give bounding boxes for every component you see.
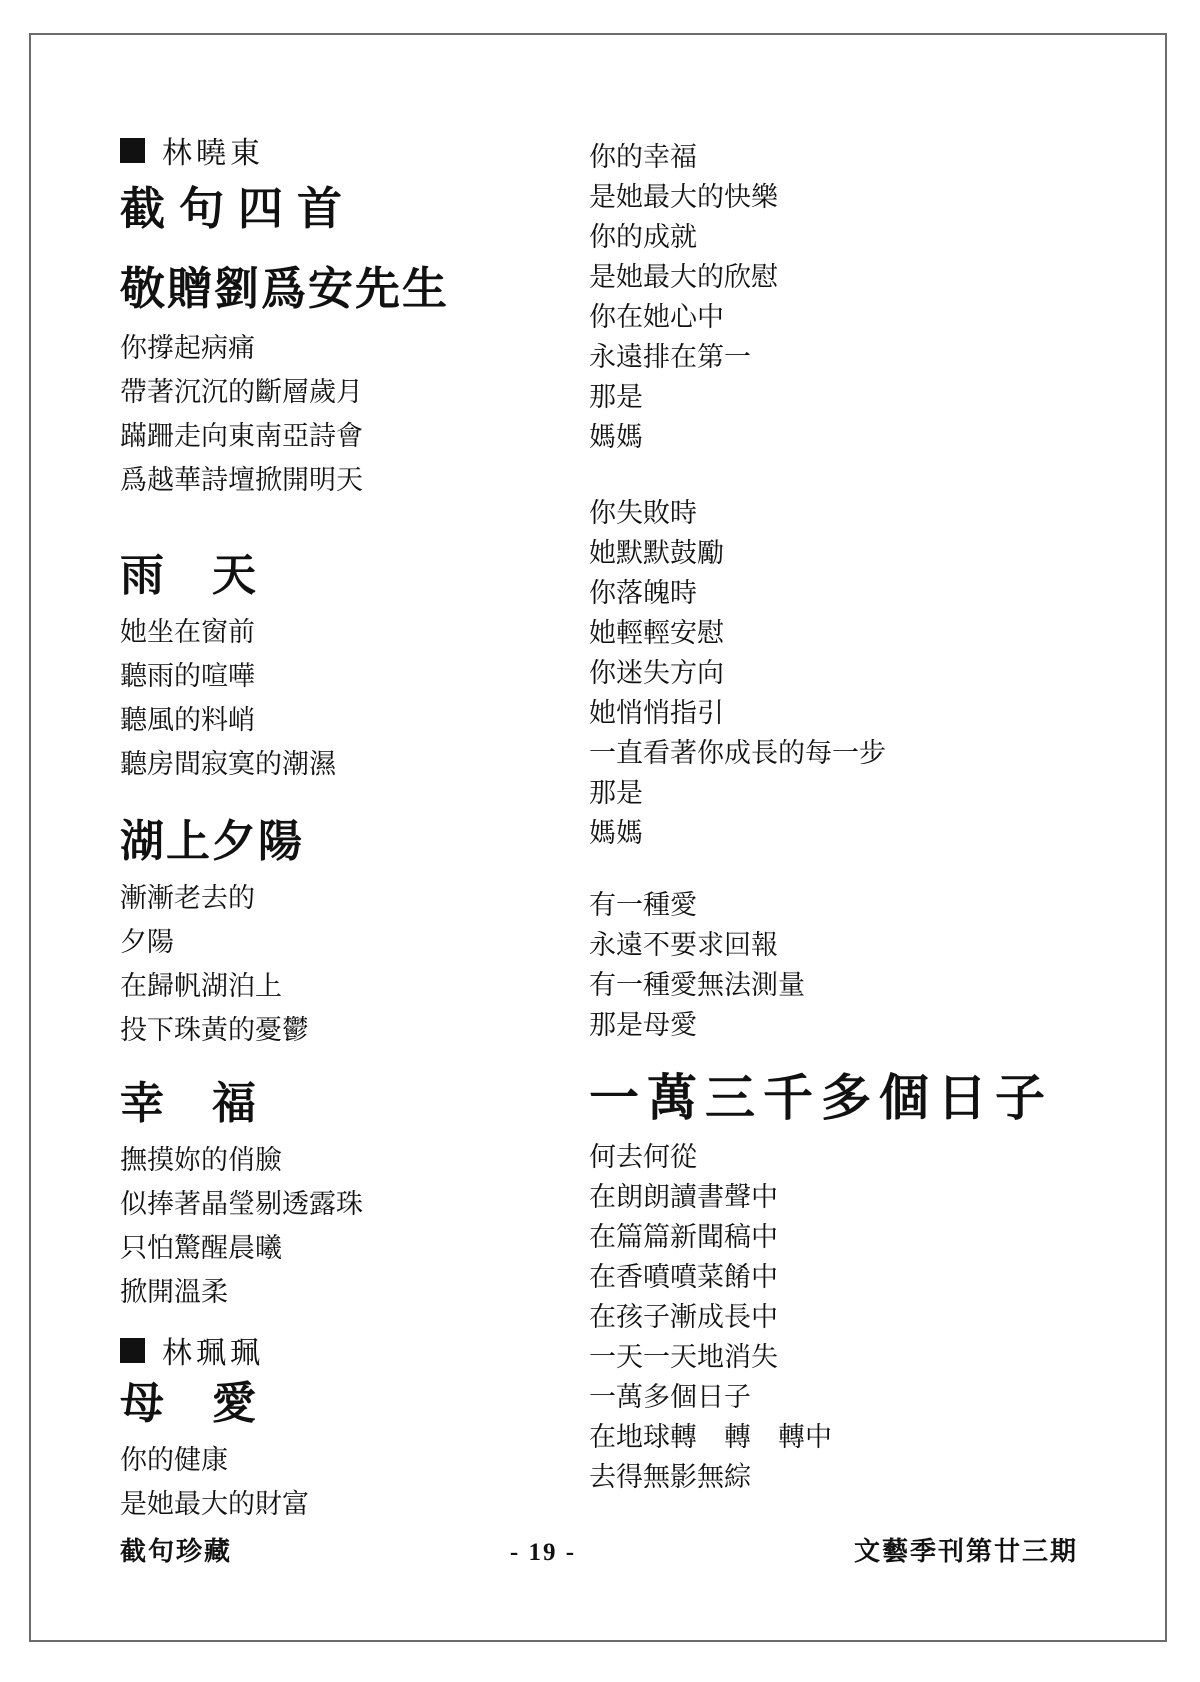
poem-line: 一天一天地消失 [589,1342,778,1372]
poem-line: 在香噴噴菜餚中 [589,1262,778,1292]
author-block-first [120,132,582,168]
poem-line: 你的成就 [589,222,697,252]
poem-line: 聽雨的喧嘩 [120,661,255,691]
poem-line: 你撐起病痛 [120,333,255,363]
poem-line: 你的幸福 [589,142,697,172]
poem-line: 她坐在窗前 [120,617,255,647]
poem-line: 是她最大的財富 [120,1489,309,1519]
footer-section-title: 截句珍藏 [120,1536,233,1566]
series-title: 截句四首 [120,184,357,234]
poem-line: 帶著沉沉的斷層歲月 [120,377,363,407]
poem-line: 她輕輕安慰 [589,618,724,648]
author-bullet-icon [120,1338,145,1363]
poem-line: 那是 [589,778,643,808]
poem-body-mother-love-stanza2 [589,493,1094,853]
poem-line: 你的健康 [120,1445,228,1475]
poem-line: 漸漸老去的 [120,883,255,913]
poem-body-days [589,1137,1094,1497]
poem-line: 在篇篇新聞稿中 [589,1222,778,1252]
poem-title-dedication: 敬贈劉爲安先生 [120,264,450,314]
poem-title-rainy-day: 雨 天 [120,551,258,600]
poem-body-happiness [120,1138,582,1314]
poem-line: 你失敗時 [589,498,697,528]
poem-line: 你在她心中 [589,302,724,332]
footer-page-number: - 19 - [509,1539,577,1566]
author-bullet-icon [120,138,145,163]
poem-title-lake-sunset: 湖上夕陽 [120,817,304,866]
poem-line: 在歸帆湖泊上 [120,971,282,1001]
author-name-first: 林曉東 [162,137,264,170]
poem-line: 似捧著晶瑩剔透露珠 [120,1189,363,1219]
poem-line: 那是母愛 [589,1010,697,1040]
poem-line: 爲越華詩壇掀開明天 [120,465,363,495]
poem-body-mother-love-stanza1 [589,137,1094,457]
poem-line: 是她最大的欣慰 [589,262,778,292]
poem-line: 只怕驚醒晨曦 [120,1233,282,1263]
poem-line: 何去何從 [589,1142,697,1172]
poem-line: 夕陽 [120,927,174,957]
left-column [120,132,582,1526]
poem-line: 有一種愛無法測量 [589,970,805,1000]
poem-line: 媽媽 [589,422,643,452]
poem-line: 你迷失方向 [589,658,724,688]
poem-line: 聽風的料峭 [120,705,255,735]
poem-line: 掀開溫柔 [120,1277,228,1307]
poem-line: 那是 [589,382,643,412]
poem-line: 你落魄時 [589,578,697,608]
poem-line: 她默默鼓勵 [589,538,724,568]
page-footer [120,1531,1078,1568]
poem-line: 在朗朗讀書聲中 [589,1182,778,1212]
poem-line: 永遠排在第一 [589,342,751,372]
poem-line: 蹣跚走向東南亞詩會 [120,421,363,451]
poem-body-rainy-day [120,610,582,786]
poem-line: 撫摸妳的俏臉 [120,1145,282,1175]
poem-line: 在孩子漸成長中 [589,1302,778,1332]
poem-body-lake-sunset [120,876,582,1052]
poem-title-mother-love: 母 愛 [120,1379,258,1428]
poem-line: 有一種愛 [589,890,697,920]
right-column [589,137,1094,1497]
poem-line: 媽媽 [589,818,643,848]
poem-body-mother-love-stanza3 [589,885,1094,1045]
poem-line: 聽房間寂寞的潮濕 [120,749,336,779]
author-name-second: 林珮珮 [162,1337,264,1370]
poem-line: 一萬多個日子 [589,1382,751,1412]
poem-body-dedication [120,326,582,502]
poem-line: 她悄悄指引 [589,698,724,728]
poem-line: 永遠不要求回報 [589,930,778,960]
poem-line: 去得無影無綜 [589,1462,751,1492]
poem-line: 投下珠黃的憂鬱 [120,1015,309,1045]
footer-issue-title: 文藝季刊第廿三期 [853,1536,1078,1566]
poem-line: 是她最大的快樂 [589,182,778,212]
author-block-second [120,1332,582,1368]
poem-line: 一直看著你成長的每一步 [589,738,886,768]
poem-title-days: 一萬三千多個日子 [589,1070,1053,1126]
poem-title-happiness: 幸 福 [120,1079,258,1128]
poem-body-mother-love-start [120,1438,582,1526]
poem-line: 在地球轉 轉 轉中 [589,1422,832,1452]
